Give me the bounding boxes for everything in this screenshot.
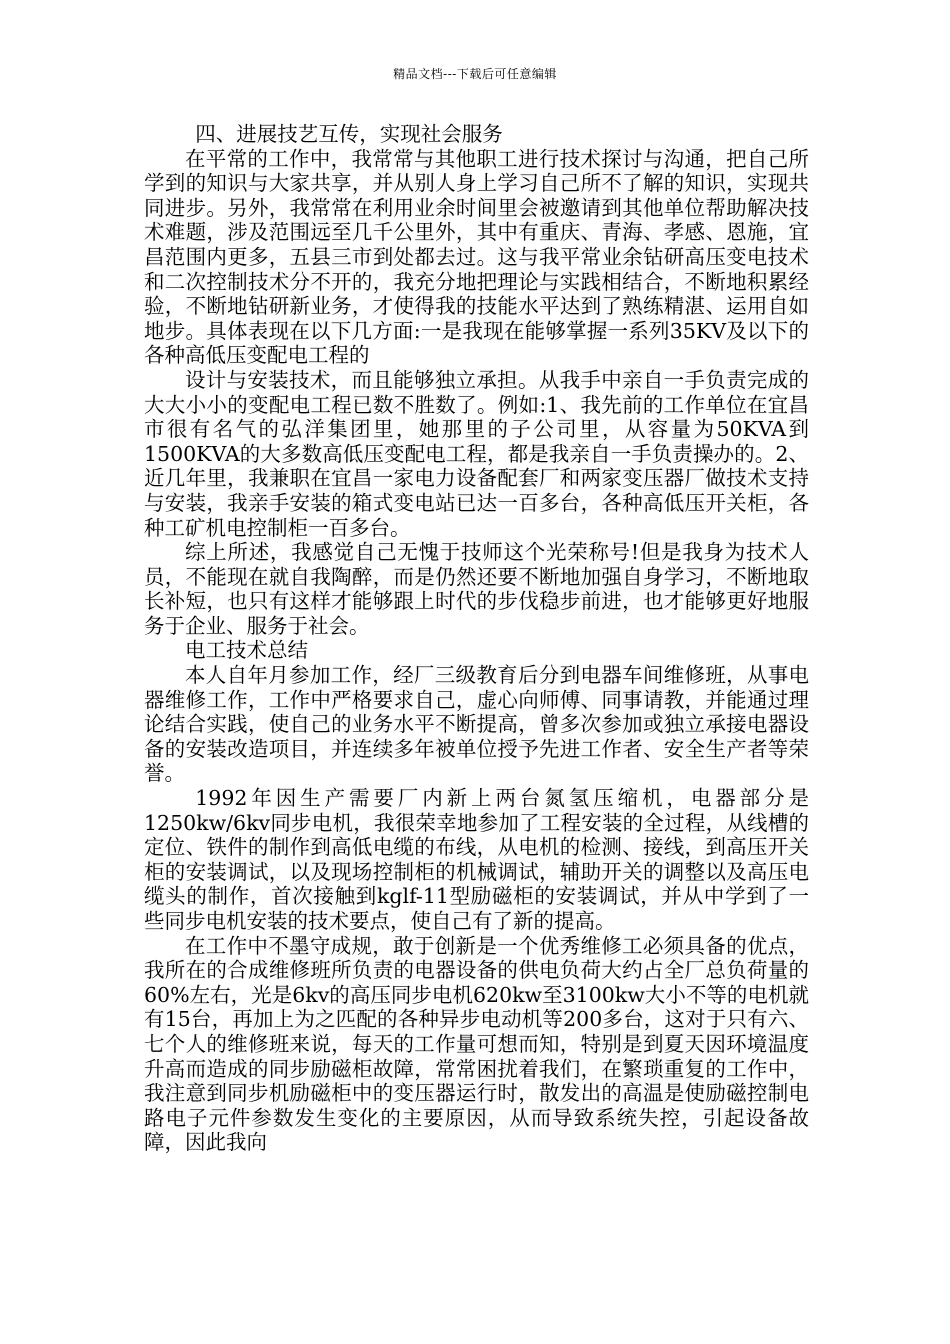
document-body bbox=[144, 122, 809, 1155]
paragraph: 1992年因生产需要厂内新上两台氮氢压缩机，电器部分是1250kw/6kv同步电机，我很荣幸地参加了工程安装的全过程，从线槽的定位、铁件的制作到高低电缆的布线，从电机的检测、接线，到高压开关柜的安装调试，以及现场控制柜的机械调试，辅助开关的调整以及高压电缆头的制作，首次接触到kglf-11型励磁柜的安装调试，并从中学到了一些同步电机安装的技术要点，使自己有了新的提高。 bbox=[144, 786, 809, 933]
paragraph: 设计与安装技术，而且能够独立承担。从我手中亲自一手负责完成的大大小小的变配电工程已数不胜数了。例如:1、我先前的工作单位在宜昌市很有名气的弘洋集团里，她那里的子公司里，从容量为50KVA到1500KVA的大多数高低压变配电工程，都是我亲自一手负责操办的。2、近几年里，我兼职在宜昌一家电力设备配套厂和两家变压器厂做技术支持与安装，我亲手安装的箱式变电站已达一百多台，各种高低压开关柜，各种工矿机电控制柜一百多台。 bbox=[144, 367, 809, 540]
page-header: 精品文档---下载后可任意编辑 bbox=[393, 67, 557, 81]
paragraph: 在平常的工作中，我常常与其他职工进行技术探讨与沟通，把自己所学到的知识与大家共享，并从别人身上学习自己所不了解的知识，实现共同进步。另外，我常常在利用业余时间里会被邀请到其他单位帮助解决技术难题，涉及范围远至几千公里外，其中有重庆、青海、孝感、恩施，宜昌范围内更多，五县三市到处都去过。这与我平常业余钻研高压变电技术和二次控制技术分不开的，我充分地把理论与实践相结合，不断地积累经验，不断地钻研新业务，才使得我的技能水平达到了熟练精湛、运用自如地步。具体表现在以下几方面:一是我现在能够掌握一系列35KV及以下的各种高低压变配电工程的 bbox=[144, 146, 809, 368]
paragraph: 本人自年月参加工作，经厂三级教育后分到电器车间维修班，从事电器维修工作，工作中严格要求自己，虚心向师傅、同事请教，并能通过理论结合实践，使自己的业务水平不断提高，曾多次参加或独立承接电器设备的安装改造项目，并连续多年被单位授予先进工作者、安全生产者等荣誉。 bbox=[144, 663, 809, 786]
section-heading: 电工技术总结 bbox=[185, 638, 308, 663]
paragraph: 在工作中不墨守成规，敢于创新是一个优秀维修工必须具备的优点，我所在的合成维修班所负责的电器设备的供电负荷大约占全厂总负荷量的60%左右，光是6kv的高压同步电机620kw至3100kw大小不等的电机就有15台，再加上为之匹配的各种异步电动机等200多台，这对于只有六、七个人的维修班来说，每天的工作量可想而知，特别是到夏天因环境温度升高而造成的同步励磁柜故障，常常困扰着我们，在繁琐重复的工作中，我注意到同步机励磁柜中的变压器运行时，散发出的高温是使励磁控制电路电子元件参数发生变化的主要原因，从而导致系统失控，引起设备故障，因此我向 bbox=[144, 933, 809, 1155]
section-heading: 四、进展技艺互传，实现社会服务 bbox=[195, 122, 503, 146]
paragraph: 综上所述，我感觉自己无愧于技师这个光荣称号!但是我身为技术人员，不能现在就自我陶醉，而是仍然还要不断地加强自身学习，不断地取长补短，也只有这样才能够跟上时代的步伐稳步前进，也才能够更好地服务于企业、服务于社会。 bbox=[144, 540, 809, 638]
